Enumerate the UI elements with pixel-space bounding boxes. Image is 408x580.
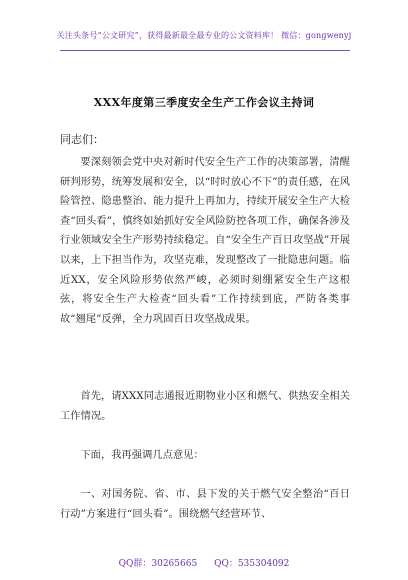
document-title: XXX年度第三季度安全生产工作会议主持词	[93, 96, 315, 109]
salutation: 同志们：	[60, 133, 104, 146]
body-paragraph: 下面，我再强调几点意见：	[80, 450, 204, 461]
footer-qq-group: QQ群：30265665	[118, 559, 198, 569]
body-paragraph: 首先，请XXX同志通报近期物业小区和燃气、供热安全相关工作情况。	[60, 391, 350, 422]
footer-qq: QQ：535304092	[214, 559, 290, 569]
footer-contact	[0, 556, 408, 569]
body-paragraph: 要深刻领会党中央对新时代安全生产工作的决策部署，清醒研判形势，统筹发展和安全，以“时时放心不下”的责任感，在风险管控、隐患整治、能力提升上再加力，持续开展安全生产大检查“回头看”，慎终如始抓好安全风险防控各项工作，确保各涉及行业领域安全生产形势持续稳定。自“安全生产百日攻坚战”开展以来，上下担当作为，攻坚克难，发现整改了一批隐患问题。临近XX，安全风险形势依然严峻，必须时刻绷紧安全生产这根弦，将安全生产大检查“回头看”工作持续到底，严防各类事故“翘尾”反弹，全力巩固百日攻坚战成果。	[60, 157, 350, 325]
header-divider	[60, 50, 350, 51]
body-paragraph: 一、对国务院、省、市、县下发的关于燃气安全整治“百日行动”方案进行“回头看”。围绕燃气经营环节、	[60, 489, 350, 520]
header-banner: 关注头条号“公文研究”，获得最新最全最专业的公文资料库！ 微信：gongwenyj	[56, 31, 352, 40]
